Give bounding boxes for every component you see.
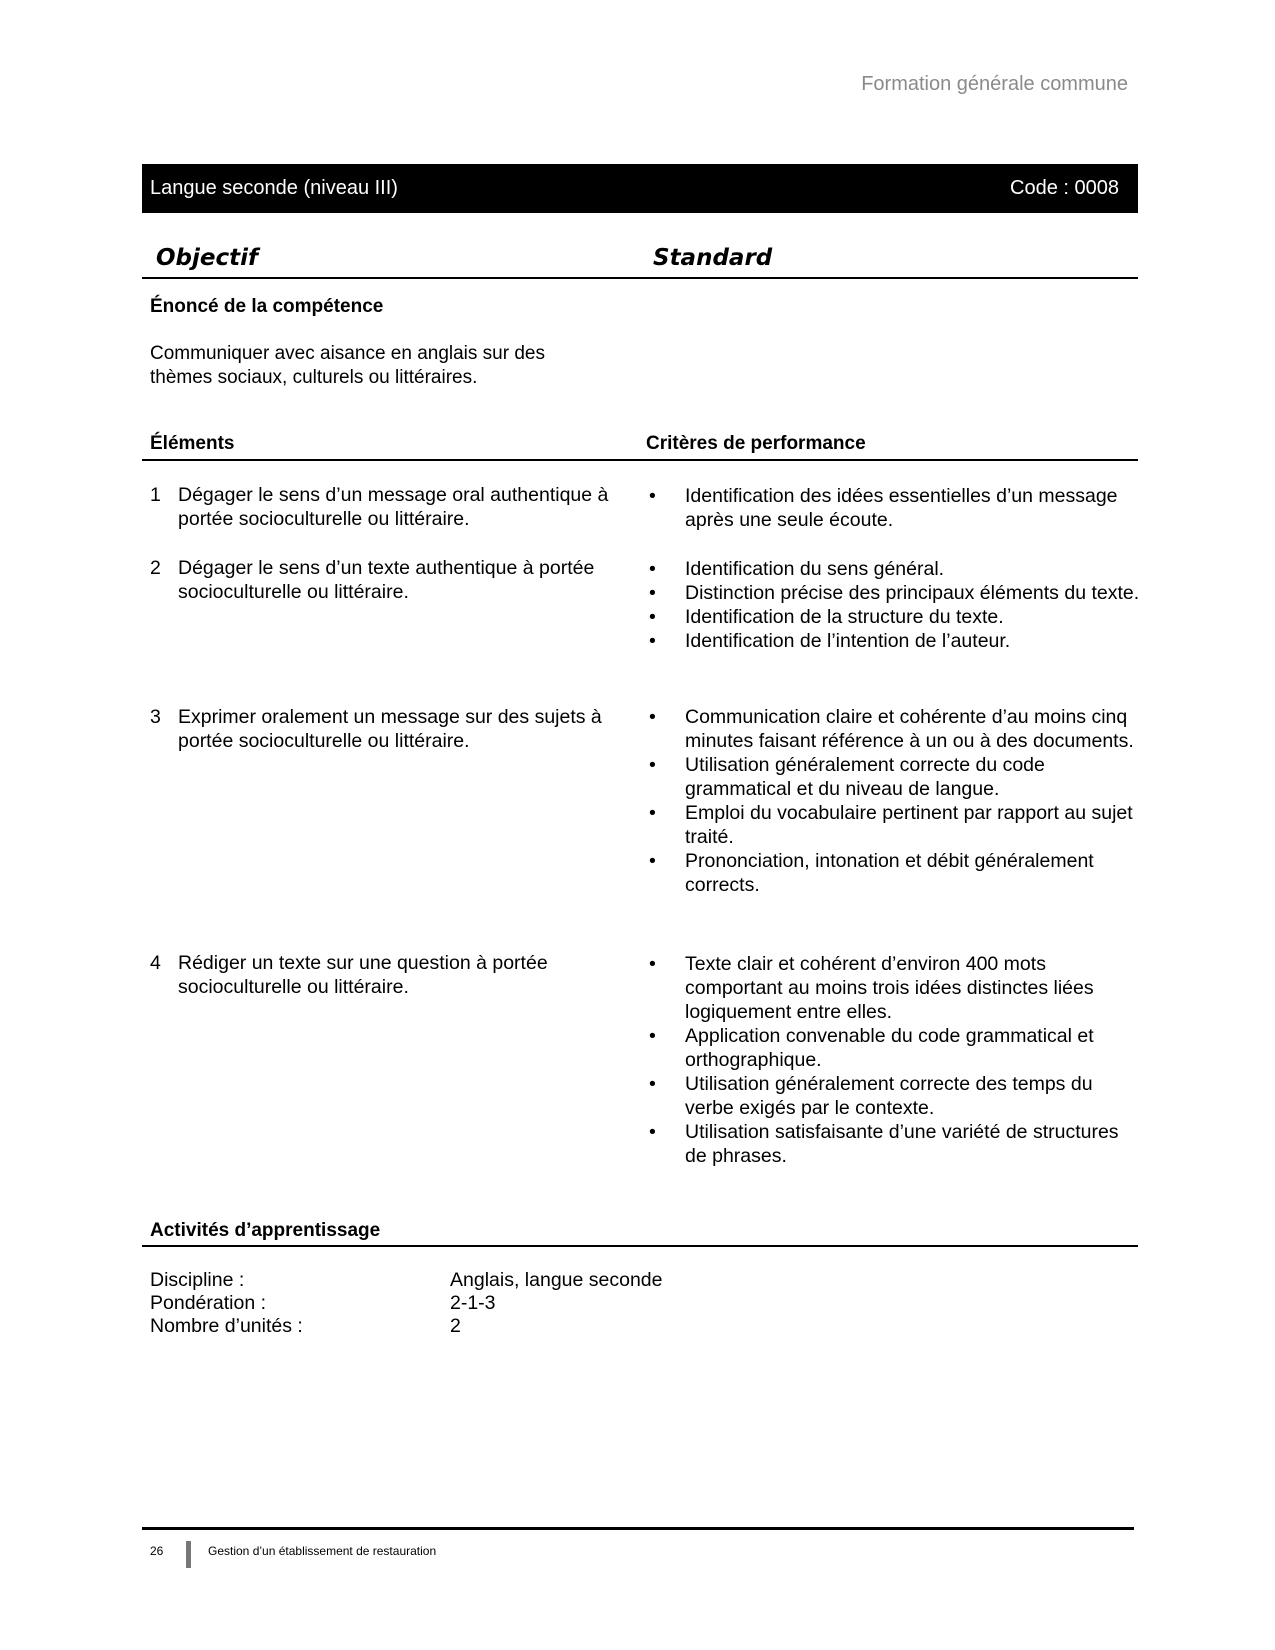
unites-value: 2 [450,1315,461,1337]
discipline-value: Anglais, langue seconde [450,1269,663,1291]
criteria-text: Identification de la structure du texte. [685,606,1004,628]
objectif-heading: Objectif [156,245,259,271]
bullet-icon: • [649,850,656,872]
bullet-icon: • [649,1073,656,1095]
bullet-icon: • [649,630,656,652]
element-text: Dégager le sens d’un texte authentique à portée socioculturelle ou littéraire. [178,557,595,603]
criteria-item [640,849,1140,897]
element-text: Dégager le sens d’un message oral authentique à portée socioculturelle ou littéraire. [178,484,609,530]
bullet-icon: • [649,558,656,580]
bullet-icon: • [649,485,656,507]
criteria-item [640,952,1140,1024]
criteria-item [640,705,1140,753]
activites-label: Activités d’apprentissage [150,1220,381,1241]
bullet-icon: • [649,953,656,975]
criteria-item [640,581,1140,605]
element-number: 2 [150,557,161,579]
bullet-icon: • [649,706,656,728]
criteria-text: Identification de l’intention de l’auteur. [685,630,1011,652]
criteria-item [640,557,1140,581]
criteria-item [640,484,1140,532]
criteria-text: Distinction précise des principaux éléments du texte. [685,582,1140,604]
criteria-list [640,705,1140,897]
criteria-text: Utilisation satisfaisante d’une variété de structures de phrases. [685,1121,1119,1167]
section-headings [142,240,1138,279]
bullet-icon: • [649,1121,656,1143]
element-number: 3 [150,706,161,728]
criteria-text: Prononciation, intonation et débit généralement corrects. [685,850,1094,896]
criteria-column-header: Critères de performance [646,433,866,454]
element-item [150,951,630,999]
element-number: 1 [150,484,161,506]
course-code: Code : 0008 [1010,177,1119,199]
criteria-list [640,952,1140,1168]
criteria-item [640,801,1140,849]
activites-rule [142,1245,1138,1247]
competence-text-line2: thèmes sociaux, culturels ou littéraires. [150,367,478,388]
element-item [150,483,630,531]
ponderation-label: Pondération : [150,1292,267,1314]
page-number: 26 [150,1544,164,1558]
footer-separator [186,1541,191,1568]
bullet-icon: • [649,802,656,824]
criteria-item [640,1024,1140,1072]
criteria-item [640,629,1140,653]
criteria-item [640,1072,1140,1120]
criteria-text: Application convenable du code grammatical et orthographique. [685,1025,1094,1071]
element-number: 4 [150,952,161,974]
criteria-text: Communication claire et cohérente d’au moins cinq minutes faisant référence à un ou à des documents. [685,706,1134,752]
criteria-text: Utilisation généralement correcte des temps du verbe exigés par le contexte. [685,1073,1093,1119]
criteria-text: Emploi du vocabulaire pertinent par rapport au sujet traité. [685,802,1133,848]
course-title: Langue seconde (niveau III) [150,177,398,199]
element-text: Exprimer oralement un message sur des sujets à portée socioculturelle ou littéraire. [178,706,602,752]
criteria-text: Texte clair et cohérent d’environ 400 mots comportant au moins trois idées distinctes liées logiquement entre elles. [685,953,1094,1023]
criteria-text: Identification du sens général. [685,558,945,580]
criteria-list [640,484,1140,532]
ponderation-value: 2-1-3 [450,1292,496,1314]
criteria-item [640,753,1140,801]
course-title-bar [142,164,1138,213]
running-head: Formation générale commune [861,73,1128,95]
elements-column-header: Éléments [150,433,235,454]
criteria-text: Identification des idées essentielles d’un message après une seule écoute. [685,485,1118,531]
criteria-item [640,1120,1140,1168]
bullet-icon: • [649,754,656,776]
bullet-icon: • [649,606,656,628]
criteria-item [640,605,1140,629]
element-item [150,556,630,604]
competence-text-line1: Communiquer avec aisance en anglais sur des [150,343,545,364]
footer-rule [142,1527,1134,1530]
unites-label: Nombre d’unités : [150,1315,303,1337]
criteria-text: Utilisation généralement correcte du code grammatical et du niveau de langue. [685,754,1045,800]
standard-heading: Standard [653,245,773,271]
competence-label: Énoncé de la compétence [150,296,384,317]
bullet-icon: • [649,582,656,604]
criteria-list [640,557,1140,653]
program-title: Gestion d’un établissement de restauration [208,1544,437,1558]
element-text: Rédiger un texte sur une question à portée socioculturelle ou littéraire. [178,952,548,998]
column-header-rule [142,459,1138,461]
discipline-label: Discipline : [150,1269,245,1291]
bullet-icon: • [649,1025,656,1047]
element-item [150,705,630,753]
